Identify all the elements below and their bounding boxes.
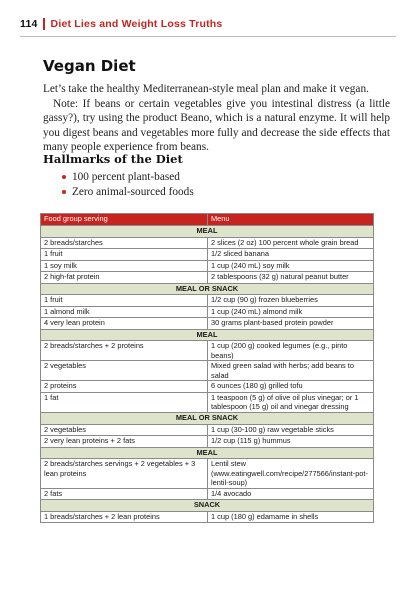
- hallmark-item: Zero animal-sourced foods: [62, 185, 194, 200]
- menu-cell: 1 cup (30-100 g) raw vegetable sticks: [208, 424, 374, 436]
- table-row: [41, 511, 374, 523]
- menu-cell: Lentil stew (www.eatingwell.com/recipe/277566/instant-pot-lentil-soup): [208, 459, 374, 489]
- menu-cell: 1/2 cup (90 g) frozen blueberries: [208, 295, 374, 307]
- group-label: MEAL OR SNACK: [41, 283, 374, 295]
- table-row: [41, 237, 374, 249]
- serving-cell: 2 breads/starches servings + 2 vegetables + 3 lean proteins: [41, 459, 208, 489]
- group-row-meal: [41, 329, 374, 341]
- group-row-meal: [41, 447, 374, 459]
- group-row-meal-or-snack: [41, 283, 374, 295]
- menu-cell: Mixed green salad with herbs; add beans to salad: [208, 361, 374, 381]
- serving-cell: 1 fat: [41, 392, 208, 412]
- hallmarks-list: [62, 170, 194, 200]
- menu-cell: 6 ounces (180 g) grilled tofu: [208, 381, 374, 393]
- menu-cell: 30 grams plant-based protein powder: [208, 318, 374, 330]
- group-label: MEAL OR SNACK: [41, 413, 374, 425]
- group-label: MEAL: [41, 329, 374, 341]
- serving-cell: 1 fruit: [41, 295, 208, 307]
- group-label: MEAL: [41, 226, 374, 238]
- menu-cell: 1 cup (240 mL) almond milk: [208, 306, 374, 318]
- menu-cell: 1/2 sliced banana: [208, 249, 374, 261]
- serving-cell: 4 very lean protein: [41, 318, 208, 330]
- serving-cell: 1 breads/starches + 2 lean proteins: [41, 511, 208, 523]
- running-header: [20, 14, 396, 34]
- menu-cell: 2 slices (2 oz) 100 percent whole grain bread: [208, 237, 374, 249]
- menu-cell: 1/4 avocado: [208, 488, 374, 500]
- hallmark-item: 100 percent plant-based: [62, 170, 194, 185]
- group-row-meal: [41, 226, 374, 238]
- page-number: 114: [20, 18, 38, 30]
- column-header-menu: Menu: [208, 214, 374, 226]
- running-title: Diet Lies and Weight Loss Truths: [50, 18, 223, 30]
- menu-cell: 1 teaspoon (5 g) of olive oil plus vinegar; or 1 tablespoon (15 g) oil and vinegar dressing: [208, 392, 374, 412]
- table-row: [41, 459, 374, 489]
- hallmarks-subhead: Hallmarks of the Diet: [43, 152, 183, 166]
- table-row: [41, 341, 374, 361]
- table-row: [41, 318, 374, 330]
- table-row: [41, 361, 374, 381]
- section-title: Vegan Diet: [43, 57, 136, 75]
- table-row: [41, 260, 374, 272]
- header-rule: [20, 36, 396, 37]
- serving-cell: 2 proteins: [41, 381, 208, 393]
- table-row: [41, 424, 374, 436]
- menu-cell: 1/2 cup (115 g) hummus: [208, 436, 374, 448]
- group-label: MEAL: [41, 447, 374, 459]
- serving-cell: 2 fats: [41, 488, 208, 500]
- serving-cell: 2 vegetables: [41, 424, 208, 436]
- serving-cell: 2 breads/starches: [41, 237, 208, 249]
- note-paragraph: Note: If beans or certain vegetables give you intestinal distress (a little gassy?), try using the product Beano, which is a natural enzyme. It will help you digest beans and vegetables more fully and decrease the side effects that many people experience from beans.: [43, 97, 390, 154]
- table-row: [41, 488, 374, 500]
- menu-cell: 1 cup (180 g) edamame in shells: [208, 511, 374, 523]
- intro-paragraph: Let’s take the healthy Mediterranean-style meal plan and make it vegan.: [43, 83, 369, 95]
- column-header-food-group: Food group serving: [41, 214, 208, 226]
- serving-cell: 2 breads/starches + 2 proteins: [41, 341, 208, 361]
- table-row: [41, 295, 374, 307]
- table-row: [41, 306, 374, 318]
- table-row: [41, 272, 374, 284]
- serving-cell: 1 soy milk: [41, 260, 208, 272]
- meal-plan-table: [40, 213, 374, 523]
- intro-text: [43, 82, 390, 155]
- table-header-row: [41, 214, 374, 226]
- serving-cell: 2 vegetables: [41, 361, 208, 381]
- table-row: [41, 249, 374, 261]
- serving-cell: 1 almond milk: [41, 306, 208, 318]
- serving-cell: 2 high-fat protein: [41, 272, 208, 284]
- header-separator: [43, 18, 45, 30]
- menu-cell: 1 cup (200 g) cooked legumes (e.g., pinto beans): [208, 341, 374, 361]
- group-row-meal-or-snack: [41, 413, 374, 425]
- menu-cell: 1 cup (240 mL) soy milk: [208, 260, 374, 272]
- serving-cell: 2 very lean proteins + 2 fats: [41, 436, 208, 448]
- group-label: SNACK: [41, 500, 374, 512]
- table-row: [41, 392, 374, 412]
- table-row: [41, 436, 374, 448]
- table-row: [41, 381, 374, 393]
- menu-cell: 2 tablespoons (32 g) natural peanut butter: [208, 272, 374, 284]
- group-row-snack: [41, 500, 374, 512]
- serving-cell: 1 fruit: [41, 249, 208, 261]
